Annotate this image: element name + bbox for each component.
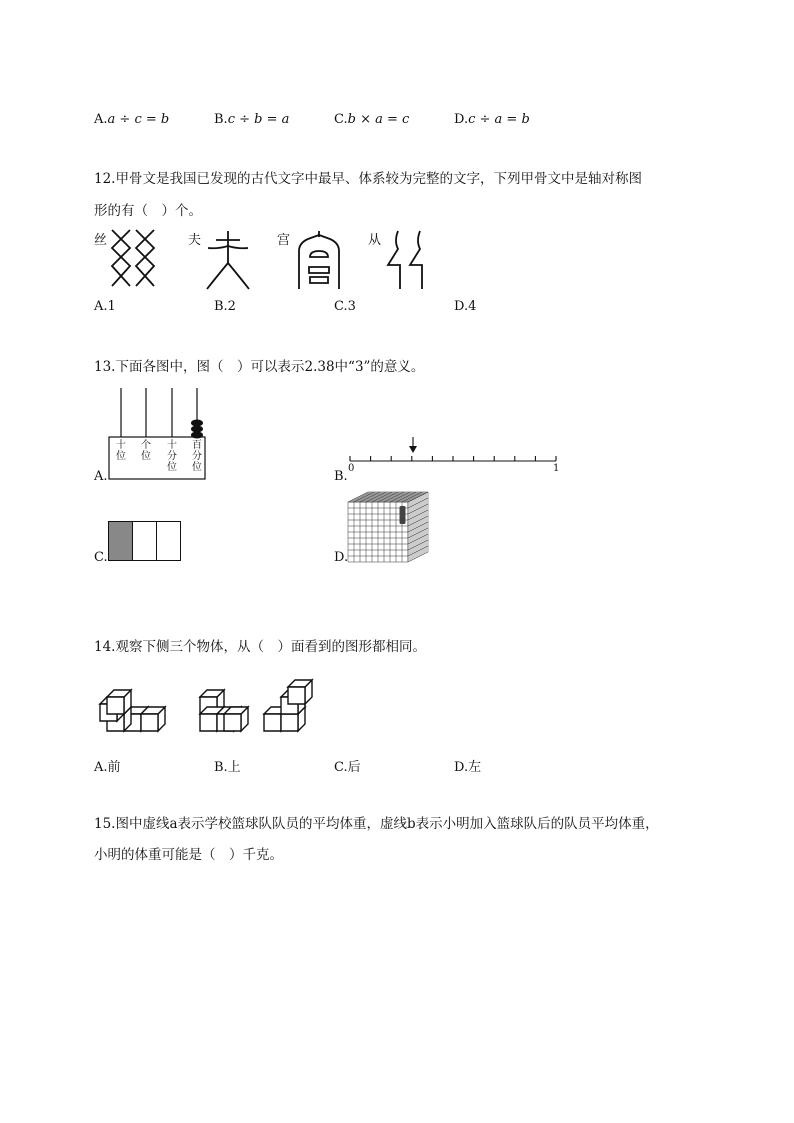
q12-option-a[interactable]: A.1 xyxy=(94,299,116,314)
number-line-figure xyxy=(348,436,560,466)
oracle-fu-icon xyxy=(204,229,252,291)
q15-line2: 小明的体重可能是（ ）千克。 xyxy=(94,847,283,863)
q14-option-a[interactable]: A.前 xyxy=(94,760,121,775)
question-number: 15. xyxy=(94,816,116,832)
option-expr: a ÷ c = b xyxy=(107,112,170,127)
q14-line xyxy=(94,641,426,655)
option-label: B. xyxy=(214,112,228,127)
oracle-si-icon xyxy=(110,228,158,290)
glyph-label-cong: 从 xyxy=(368,233,382,248)
q12-line2: 形的有（ ）个。 xyxy=(94,203,202,219)
abacus-label-tens: 十位 xyxy=(116,440,126,462)
option-expr: c ÷ a = b xyxy=(468,112,530,127)
abacus-beads xyxy=(191,420,203,439)
option-expr: b × a = c xyxy=(347,112,410,127)
oracle-gong-icon xyxy=(296,229,342,291)
q12-line1 xyxy=(94,173,642,187)
number-line-end: 1 xyxy=(553,463,560,474)
number-line-start: 0 xyxy=(348,463,355,474)
cube xyxy=(107,690,131,714)
q14-option-b[interactable]: B.上 xyxy=(214,760,241,775)
question-number: 13. xyxy=(94,359,116,375)
q12-option-b[interactable]: B.2 xyxy=(214,299,236,314)
question-number: 14. xyxy=(94,639,116,655)
q13-option-d[interactable]: D. xyxy=(334,550,349,565)
grid-cube-figure xyxy=(346,490,430,564)
option-label: D. xyxy=(454,112,469,127)
q13-option-b[interactable]: B. xyxy=(334,469,348,484)
q12-option-c[interactable]: C.3 xyxy=(334,299,356,314)
abacus-label-tenths: 十分位 xyxy=(167,440,177,473)
q11-option-c[interactable] xyxy=(334,112,409,127)
option-expr: c ÷ b = a xyxy=(227,112,290,127)
cube xyxy=(141,707,165,731)
q11-option-b[interactable] xyxy=(214,112,289,127)
option-label: A. xyxy=(94,112,108,127)
glyph-label-si: 丝 xyxy=(94,233,108,248)
abacus-label-hundredths: 百分位 xyxy=(192,440,202,473)
oracle-cong-icon xyxy=(386,229,434,291)
arrow-down-icon xyxy=(409,446,417,453)
abacus-label-ones: 个位 xyxy=(141,440,151,462)
cube xyxy=(224,707,248,731)
cube xyxy=(288,680,312,704)
glyph-label-fu: 夫 xyxy=(188,233,202,248)
q15-line1 xyxy=(94,818,659,832)
question-text: 图中虚线a表示学校篮球队队员的平均体重，虚线b表示小明加入篮球队后的队员平均体重， xyxy=(115,816,659,832)
q13-option-c[interactable]: C. xyxy=(94,550,108,565)
q13-line xyxy=(94,361,424,375)
cube-objects-figure xyxy=(96,674,326,734)
q14-option-d[interactable]: D.左 xyxy=(454,760,482,775)
grid-lines xyxy=(348,492,428,562)
question-text: 下面各图中，图（ ）可以表示2.38中“3”的意义。 xyxy=(115,359,425,375)
shaded-column xyxy=(400,506,406,524)
question-text: 观察下侧三个物体，从（ ）面看到的图形都相同。 xyxy=(115,639,426,655)
question-text: 甲骨文是我国已发现的古代文字中最早、体系较为完整的文字，下列甲骨文中是轴对称图 xyxy=(115,171,642,187)
q13-option-a[interactable]: A. xyxy=(94,469,108,484)
q12-option-d[interactable]: D.4 xyxy=(454,299,477,314)
q11-option-d[interactable] xyxy=(454,112,530,127)
q11-option-a[interactable] xyxy=(94,112,169,127)
question-number: 12. xyxy=(94,171,116,187)
fraction-squares-figure xyxy=(108,521,182,562)
option-label: C. xyxy=(334,112,348,127)
q14-option-c[interactable]: C.后 xyxy=(334,760,361,775)
glyph-label-gong: 宫 xyxy=(277,233,291,248)
